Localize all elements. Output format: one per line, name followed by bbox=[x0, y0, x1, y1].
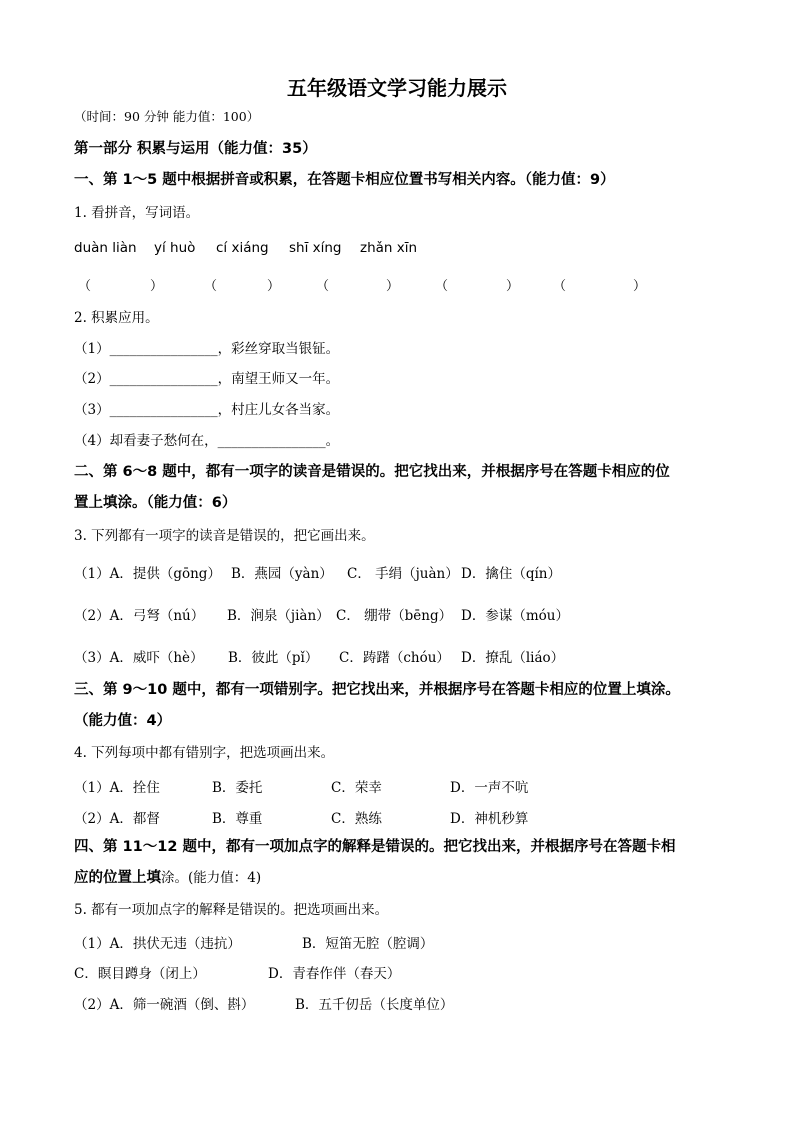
answer-blank-close: ） bbox=[267, 279, 281, 294]
option-b[interactable]: B．尊重 bbox=[212, 811, 263, 827]
section2-heading-line2: 置上填涂。（能力值：6） bbox=[74, 495, 237, 511]
option-c[interactable]: C． 手绢（juàn） bbox=[347, 566, 459, 582]
answer-blank[interactable]: （ bbox=[553, 279, 567, 294]
pinyin-item: zhǎn xīn bbox=[360, 240, 418, 256]
option-c[interactable]: C．荣幸 bbox=[331, 780, 382, 796]
option-b[interactable]: B．涧泉（jiàn） bbox=[227, 608, 330, 624]
q2-line: （4）却看妻子愁何在，________________。 bbox=[74, 433, 340, 449]
part1-heading: 第一部分 积累与运用（能力值：35） bbox=[74, 141, 317, 157]
option-c[interactable]: C． 绷带（bēng） bbox=[336, 608, 453, 624]
answer-blank[interactable]: （ bbox=[435, 279, 449, 294]
option-d[interactable]: D．擒住（qín） bbox=[461, 566, 561, 582]
option-d[interactable]: D．神机秒算 bbox=[450, 811, 529, 827]
pinyin-item: yí huò bbox=[154, 240, 196, 256]
option-a[interactable]: （2）A．筛一碗酒（倒、斟） bbox=[74, 997, 255, 1013]
section4-heading-line2 bbox=[74, 869, 261, 887]
answer-blank-close: ） bbox=[633, 279, 647, 294]
option-a[interactable]: （2）A．弓弩（nú） bbox=[74, 608, 205, 624]
q2-line: （1）________________，彩丝穿取当银钲。 bbox=[74, 341, 340, 357]
pinyin-item: duàn liàn bbox=[74, 240, 137, 256]
option-a[interactable]: （1）A．拴住 bbox=[74, 780, 160, 796]
option-d[interactable]: D．青春作伴（春天） bbox=[268, 966, 401, 982]
q3-stem: 3. 下列都有一项字的读音是错误的，把它画出来。 bbox=[74, 528, 375, 544]
pinyin-item: cí xiáng bbox=[216, 240, 269, 256]
option-b[interactable]: B．短笛无腔（腔调） bbox=[302, 936, 434, 952]
option-c[interactable]: C．踌躇（chóu） bbox=[339, 650, 450, 666]
option-a[interactable]: （1）A．拱伏无违（违抗） bbox=[74, 936, 241, 952]
document-title: 五年级语文学习能力展示 bbox=[287, 76, 507, 100]
option-d[interactable]: D．参谋（móu） bbox=[461, 608, 569, 624]
pinyin-item: shī xíng bbox=[289, 240, 342, 256]
exam-meta: （时间：90 分钟 能力值：100） bbox=[74, 109, 260, 124]
answer-blank[interactable]: （ bbox=[78, 279, 92, 294]
answer-blank-close: ） bbox=[150, 279, 164, 294]
option-b[interactable]: B．委托 bbox=[212, 780, 263, 796]
answer-blank-close: ） bbox=[386, 279, 400, 294]
option-d[interactable]: D．一声不吭 bbox=[450, 780, 529, 796]
section3-heading-line1: 三、第 9～10 题中，都有一项错别字。把它找出来，并根据序号在答题卡相应的位置上填涂。 bbox=[74, 682, 680, 698]
section2-heading-line1: 二、第 6～8 题中，都有一项字的读音是错误的。把它找出来，并根据序号在答题卡相应的位 bbox=[74, 464, 670, 480]
option-c[interactable]: C．熟练 bbox=[331, 811, 382, 827]
answer-blank[interactable]: （ bbox=[204, 279, 218, 294]
q2-line: （2）________________，南望王师又一年。 bbox=[74, 371, 340, 387]
section4-heading-tail: 涂。(能力值：4) bbox=[161, 870, 262, 886]
option-b[interactable]: B．彼此（pǐ） bbox=[228, 650, 319, 666]
option-c[interactable]: C．瞑目蹲身（闭上） bbox=[74, 966, 206, 982]
q4-stem: 4. 下列每项中都有错别字，把选项画出来。 bbox=[74, 745, 335, 761]
option-b[interactable]: B．燕园（yàn） bbox=[231, 566, 333, 582]
q2-stem: 2. 积累应用。 bbox=[74, 310, 159, 326]
section4-heading-line1: 四、第 11～12 题中，都有一项加点字的解释是错误的。把它找出来，并根据序号在答题卡相 bbox=[74, 839, 676, 855]
answer-blank[interactable]: （ bbox=[316, 279, 330, 294]
q2-line: （3）________________，村庄儿女各当家。 bbox=[74, 402, 340, 418]
option-d[interactable]: D．撩乱（liáo） bbox=[461, 650, 565, 666]
section4-heading-bold: 应的位置上填 bbox=[74, 870, 161, 886]
section3-heading-line2: （能力值：4） bbox=[74, 713, 172, 729]
q5-stem: 5. 都有一项加点字的解释是错误的。把选项画出来。 bbox=[74, 902, 389, 918]
option-a[interactable]: （3）A．威吓（hè） bbox=[74, 650, 204, 666]
option-a[interactable]: （2）A．都督 bbox=[74, 811, 160, 827]
answer-blank-close: ） bbox=[506, 279, 520, 294]
option-a[interactable]: （1）A．提供（gōng） bbox=[74, 566, 221, 582]
option-b[interactable]: B．五千仞岳（长度单位） bbox=[295, 997, 454, 1013]
q1-stem: 1. 看拼音，写词语。 bbox=[74, 205, 200, 221]
section1-heading: 一、第 1～5 题中根据拼音或积累，在答题卡相应位置书写相关内容。（能力值：9） bbox=[74, 172, 615, 188]
